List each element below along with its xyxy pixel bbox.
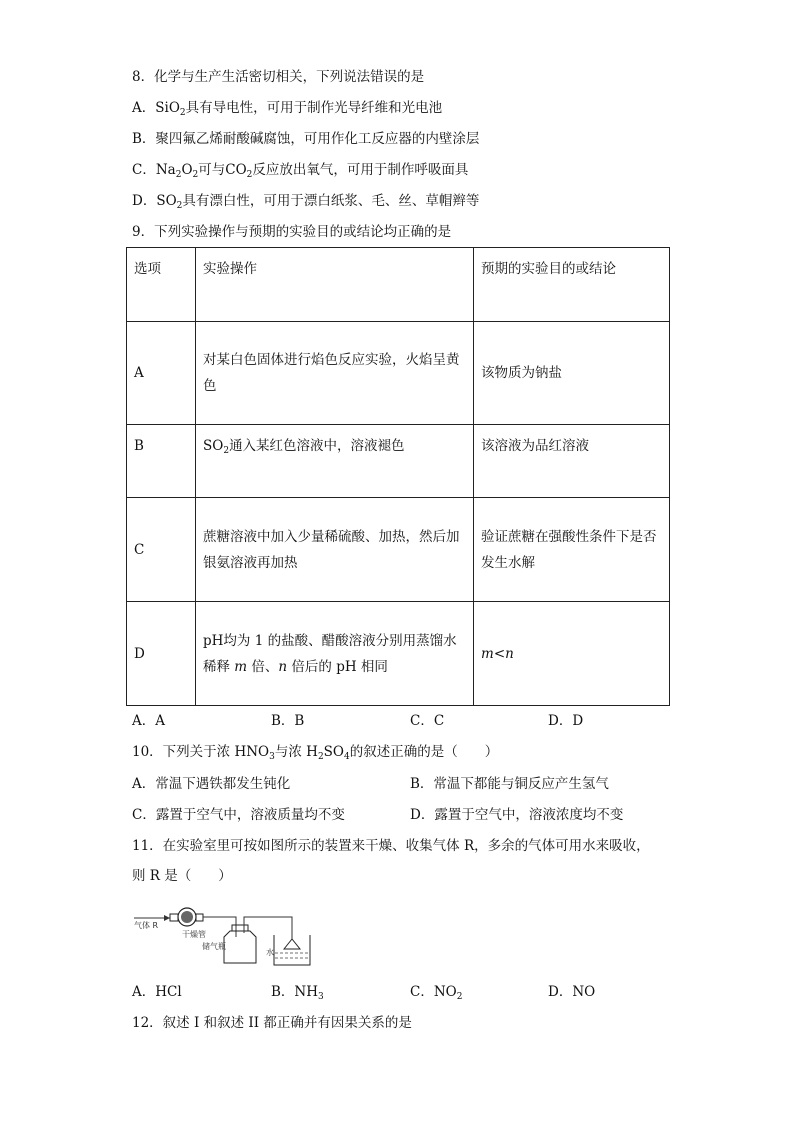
q11-option-a: A．HCl: [132, 984, 182, 1000]
q9-option-d: D．D: [548, 713, 584, 729]
q9-option-c: C．C: [410, 713, 445, 729]
row-a-conclusion: 该物质为钠盐: [474, 322, 670, 425]
header-conclusion: 预期的实验目的或结论: [474, 248, 670, 322]
row-c-operation: 蔗糖溶液中加入少量稀硫酸、加热，然后加银氨溶液再加热: [196, 498, 474, 602]
q8-option-c: C．$Na_2O_2$可与$CO_2$反应放出氧气，可用于制作呼吸面具: [132, 162, 469, 180]
row-a-operation: 对某白色固体进行焰色反应实验，火焰呈黄色: [196, 322, 474, 425]
q8-option-b: B．聚四氟乙烯耐酸碱腐蚀，可用作化工反应器的内壁涂层: [132, 131, 480, 147]
table-row: [127, 498, 670, 602]
q10-stem: 10．下列关于浓 $HNO_3$与浓 $H_2SO_4$的叙述正确的是（ ）: [132, 744, 499, 762]
row-d-option: D: [127, 602, 196, 706]
label-dryer: 干燥管: [182, 930, 206, 939]
q10-option-d: D．露置于空气中，溶液浓度均不变: [410, 807, 624, 823]
q8-stem: 8．化学与生产生活密切相关，下列说法错误的是: [132, 69, 425, 85]
row-d-operation: pH均为 1 的盐酸、醋酸溶液分别用蒸馏水稀释 m 倍、n 倍后的 pH 相同: [196, 602, 474, 706]
q10-option-c: C．露置于空气中，溶液质量均不变: [132, 807, 345, 823]
gas-bottle: [224, 925, 256, 963]
row-b-conclusion: 该溶液为品红溶液: [474, 425, 670, 498]
row-b-operation: $SO_2$通入某红色溶液中，溶液褪色: [196, 425, 474, 498]
q9-table: [126, 247, 670, 706]
arrow-icon: [164, 915, 170, 921]
row-a-option: A: [127, 322, 196, 425]
row-c-option: C: [127, 498, 196, 602]
label-water: 水: [266, 948, 274, 957]
table-row: [127, 602, 670, 706]
row-c-conclusion: 验证蔗糖在强酸性条件下是否发生水解: [474, 498, 670, 602]
q11-stem-line1: 11．在实验室里可按如图所示的装置来干燥、收集气体 R，多余的气体可用水来吸收，: [132, 838, 650, 854]
header-operation: 实验操作: [196, 248, 474, 322]
row-b-option: B: [127, 425, 196, 498]
q10-option-a: A．常温下遇铁都发生钝化: [132, 776, 291, 792]
q9-stem: 9．下列实验操作与预期的实验目的或结论均正确的是: [132, 224, 452, 240]
q9-option-a: A．A: [132, 713, 165, 729]
label-bottle: 储气瓶: [202, 942, 226, 951]
header-option: 选项: [127, 248, 196, 322]
q11-option-b: B．$NH_3$: [271, 984, 324, 1002]
q8-option-a: A．SiO$_2$具有导电性，可用于制作光导纤维和光电池: [132, 100, 443, 118]
table-row: [127, 322, 670, 425]
q9-option-b: B．B: [271, 713, 305, 729]
q12-stem: 12．叙述 I 和叙述 II 都正确并有因果关系的是: [132, 1015, 412, 1031]
q11-option-d: D．NO: [548, 984, 596, 1000]
water-beaker: [274, 935, 310, 965]
gas-apparatus-diagram: [132, 897, 312, 967]
label-gas: 气体 R: [134, 921, 159, 930]
row-d-conclusion: m<n: [474, 602, 670, 706]
table-row: [127, 425, 670, 498]
drying-tube: [170, 908, 203, 926]
q11-option-c: C．$NO_2$: [410, 984, 463, 1002]
table-header-row: [127, 248, 670, 322]
q8-option-d: D．$SO_2$具有漂白性，可用于漂白纸浆、毛、丝、草帽辫等: [132, 193, 480, 211]
q11-stem-line2: 则 R 是（ ）: [132, 868, 232, 884]
q10-option-b: B．常温下都能与铜反应产生氢气: [410, 776, 609, 792]
